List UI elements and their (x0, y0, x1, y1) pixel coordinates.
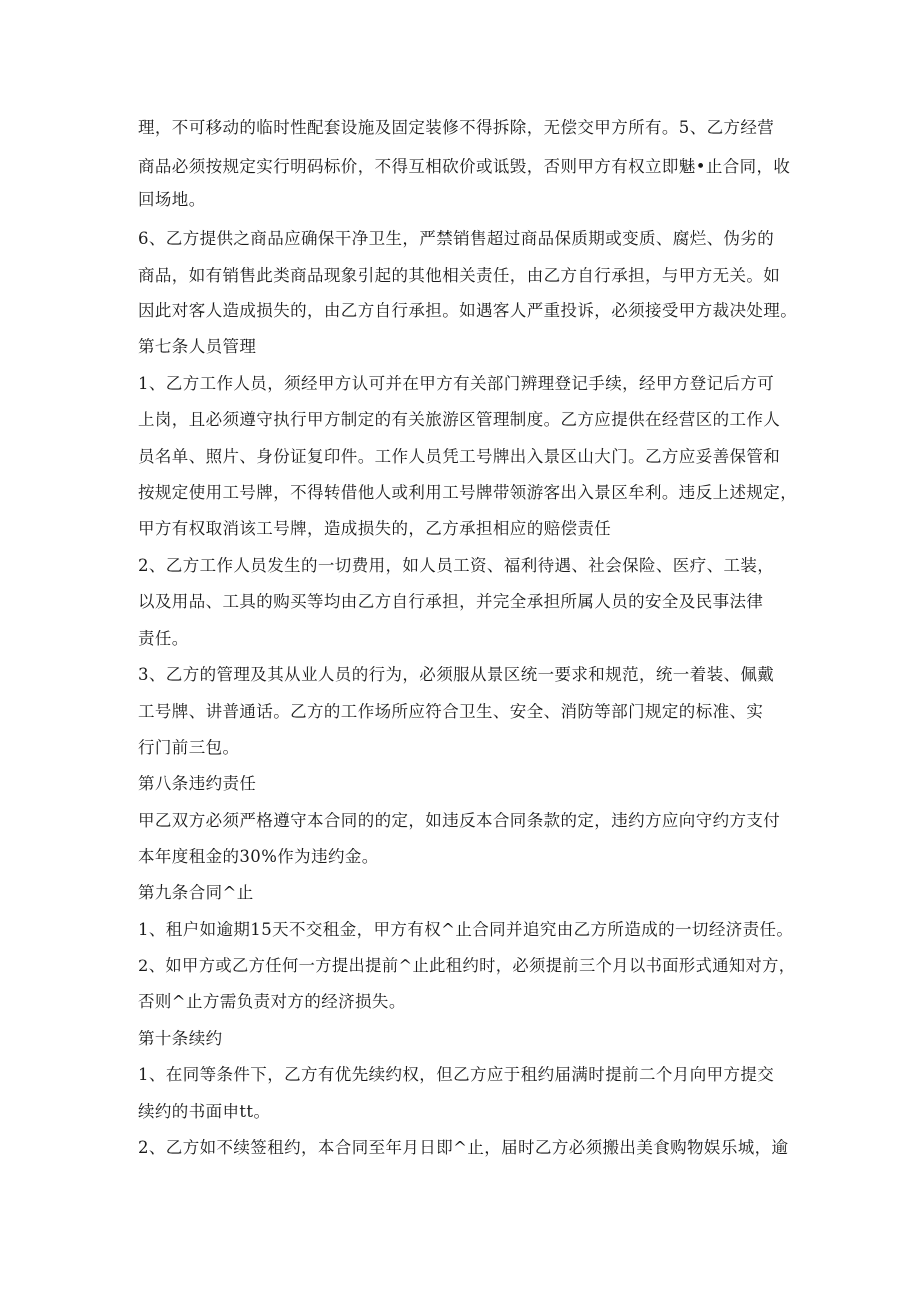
text-line: 2、乙方如不续签租约，本合同至年月日即^止，届时乙方必须搬出美食购物娱乐城，逾 (138, 1138, 789, 1157)
text-line: 上岗，且必须遵守执行甲方制定的有关旅游区管理制度。乙方应提供在经营区的工作人 (138, 410, 781, 429)
text-line: 1、租户如逾期15天不交租金，甲方有权^止合同并追究由乙方所造成的一切经济责任。 (138, 920, 794, 939)
text-line: 2、乙方工作人员发生的一切费用，如人员工资、福利待遇、社会保险、医疗、工装， (138, 556, 775, 575)
text-line: 甲乙双方必须严格遵守本合同的的定，如违反本合同条款的定，违约方应向守约方支付 (138, 811, 781, 830)
text-line: 1、乙方工作人员，须经甲方认可并在甲方有关部门辨理登记手续，经甲方登记后方可 (138, 374, 775, 393)
text-line: 续约的书面申tt。 (138, 1102, 271, 1121)
text-line: 甲方有权取消该工号牌，造成损失的，乙方承担相应的赔偿责任 (138, 519, 612, 538)
text-line: 因此对客人造成损失的，由乙方自行承担。如遇客人严重投诉，必须接受甲方裁决处理。 (138, 301, 798, 320)
text-line: 1、在同等条件下，乙方有优先续约权，但乙方应于租约届满时提前二个月向甲方提交 (138, 1065, 775, 1084)
text-line: 商品，如有销售此类商品现象引起的其他相关责任，由乙方自行承担，与甲方无关。如 (138, 266, 781, 285)
text-line: 回场地。 (138, 190, 206, 209)
section-heading: 第十条续约 (138, 1029, 223, 1048)
text-line: 员名单、照片、身份证复印件。工作人员凭工号牌出入景区山大门。乙方应妥善保管和 (138, 447, 781, 466)
text-line: 否则^止方需负责对方的经济损失。 (138, 992, 406, 1011)
section-heading: 第七条人员管理 (138, 337, 257, 356)
text-line: 责任。 (138, 629, 189, 648)
section-heading: 第八条违约责任 (138, 774, 257, 793)
text-line: 按规定使用工号牌，不得转借他人或利用工号牌带领游客出入景区牟利。违反上述规定， (138, 483, 798, 502)
text-line: 行门前三包。 (138, 738, 240, 757)
text-line: 以及用品、工具的购买等均由乙方自行承担，并完全承担所属人员的安全及民事法律 (138, 592, 764, 611)
text-line: 工号牌、讲普通话。乙方的工作场所应符合卫生、安全、消防等部门规定的标准、实 (138, 702, 764, 721)
text-line: 理，不可移动的临时性配套设施及固定装修不得拆除，无偿交甲方所有。5、乙方经营 (138, 118, 775, 137)
section-heading: 第九条合同^止 (138, 883, 254, 902)
text-line: 商品必须按规定实行明码标价，不得互相砍价或诋毁，否则甲方有权立即魅•止合同，收 (138, 157, 791, 176)
text-line: 3、乙方的管理及其从业人员的行为，必须服从景区统一要求和规范，统一着装、佩戴 (138, 665, 775, 684)
text-line: 本年度租金的30%作为违约金。 (138, 847, 379, 866)
text-line: 2、如甲方或乙方任何一方提出提前^止此租约时，必须提前三个月以书面形式通知对方， (138, 956, 796, 975)
text-line: 6、乙方提供之商品应确保干净卫生，严禁销售超过商品保质期或变质、腐烂、伪劣的 (138, 229, 775, 248)
